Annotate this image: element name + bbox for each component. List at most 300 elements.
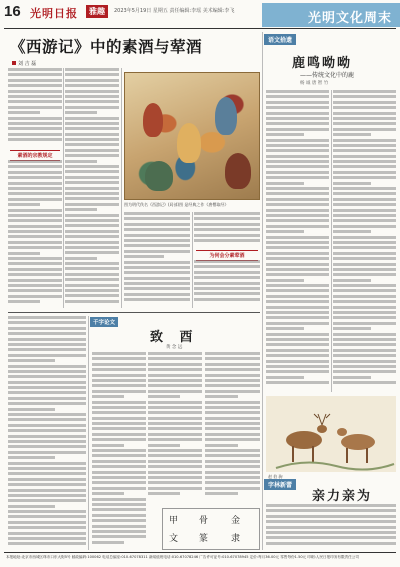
column-divider [262,32,263,550]
text-line [8,435,86,438]
deer-painting [266,396,396,472]
text-line [266,219,329,222]
text-line [124,239,190,242]
text-line [148,481,202,484]
text-line [65,278,119,281]
text-line [92,427,146,430]
text-line [148,390,202,393]
text-line [8,332,86,335]
column-divider [192,212,193,308]
text-line [333,117,396,120]
text-line [205,433,260,436]
right-column-2 [333,90,396,392]
text-line [333,295,396,298]
text-line [333,122,396,125]
text-line [333,187,396,190]
text-line [124,234,190,237]
text-line [65,300,119,303]
text-line [205,476,260,479]
column-divider [88,316,89,550]
text-line [148,492,180,495]
text-line [124,282,190,285]
text-line [124,261,190,264]
text-line [8,348,86,351]
text-line [333,176,396,179]
text-line [148,406,202,409]
text-line [92,460,146,463]
text-line [194,260,260,263]
text-line [8,111,40,114]
text-line [124,266,190,269]
text-line [333,365,396,368]
text-line [266,106,329,109]
text-line [333,182,371,185]
mid-column-2 [148,352,202,502]
text-line [333,133,371,136]
text-line [8,176,62,179]
text-line [205,438,260,441]
text-line [8,133,62,136]
text-line [65,192,119,195]
text-line [92,406,146,409]
text-line [8,370,86,373]
text-line [8,354,86,357]
text-line [205,465,260,468]
text-line [124,287,190,290]
text-line [148,411,202,414]
text-line [333,279,371,282]
text-line [205,401,260,404]
main-column-2 [65,68,119,308]
text-line [205,487,260,490]
text-line [266,236,329,239]
text-line [8,391,86,394]
text-line [8,467,86,470]
section-tag: 雅趣 [86,5,108,18]
calligraphy-char: 金 [231,516,241,526]
text-line [266,289,329,292]
text-line [8,472,86,475]
header-rule [4,28,396,29]
text-line [333,370,396,373]
text-line [65,251,119,254]
text-line [124,271,190,274]
right-article-author: 杨 诚 唐 智 竹 [300,81,329,86]
main-author-name: 刘 吉 磊 [18,61,37,67]
text-line [8,402,86,405]
text-line [65,294,119,297]
text-line [8,321,86,324]
text-line [205,471,260,474]
text-line [65,90,119,93]
text-line [65,241,119,244]
text-line [205,492,238,495]
text-line [148,417,202,420]
text-line [266,192,329,195]
text-line [333,198,396,201]
text-line [266,338,329,341]
text-line [266,241,329,244]
text-line [8,246,62,249]
text-line [333,230,371,233]
text-line [65,181,119,184]
text-line [8,187,62,190]
subhead-2: 为何会分素荤酒 [196,250,258,261]
masthead [0,0,400,28]
text-line [8,445,86,448]
text-line [205,352,260,355]
text-line [194,282,260,285]
text-line [333,316,396,319]
text-line [8,84,62,87]
text-line [205,406,260,409]
text-line [65,138,119,141]
main-article-author [12,60,36,67]
text-line [205,384,260,387]
text-line [333,268,396,271]
text-line [333,219,396,222]
text-line [8,252,40,255]
text-line [8,100,62,103]
text-line [65,197,119,200]
text-line [92,519,146,522]
main-column-1b [8,160,62,308]
text-line [333,101,396,104]
text-line [148,368,202,371]
text-line [333,165,396,168]
text-line [92,535,146,538]
weekly-banner [262,3,400,27]
text-line [8,117,62,120]
text-line [333,241,396,244]
text-line [205,481,260,484]
lower-left-column [8,316,86,550]
text-line [65,224,119,227]
text-line [205,379,260,382]
text-line [8,526,86,529]
text-line [333,284,396,287]
text-line [205,374,260,377]
text-line [205,427,260,430]
text-line [8,90,62,93]
text-line [194,292,260,295]
text-line [65,122,119,125]
column-divider [63,68,64,308]
text-line [8,73,62,76]
text-line [92,481,146,484]
text-line [8,451,86,454]
text-line [8,165,62,168]
text-line [8,235,62,238]
painting-figure [215,97,237,135]
mid-article-title: 致 酉 [150,330,199,345]
footer-info: 本报地址:北京市西城区珠市口东大街5号 邮政编码:100062 电话总编室:010-67078311 新闻值班电话:010-67078246 广告许可证号:010-67078945 定价:每月36.00元 零售每份1.50元 印刷:人民日报印务有限责任公司 [6,555,359,559]
text-line [8,338,86,341]
text-line [205,422,260,425]
text-line [333,311,396,314]
text-line [65,154,119,157]
calligraphy-char: 骨 [199,516,209,526]
text-line [148,438,202,441]
text-line [92,487,146,490]
author-marker-icon [12,61,16,65]
text-line [124,212,190,215]
text-line [266,381,329,384]
text-line [92,492,124,495]
text-line [8,95,62,98]
text-line [148,357,202,360]
text-line [8,122,62,125]
calligraphy-char: 文 [169,534,179,544]
text-line [266,95,329,98]
text-line [266,122,329,125]
text-line [333,214,396,217]
text-line [148,471,202,474]
text-line [333,155,396,158]
calligraphy-char: 隶 [231,534,241,544]
text-line [65,106,119,109]
text-line [266,257,329,260]
text-line [65,100,119,103]
text-line [333,360,396,363]
right-column-1 [266,90,329,392]
text-line [65,289,119,292]
text-line [333,225,396,228]
text-line [194,276,260,279]
text-line [266,128,329,131]
text-line [8,505,55,508]
text-line [266,133,304,136]
text-line [92,498,146,501]
text-line [333,90,396,93]
text-line [333,306,396,309]
mid-column-1 [92,352,146,550]
text-line [8,273,62,276]
text-line [333,95,396,98]
text-line [8,198,62,201]
text-line [266,322,329,325]
text-line [266,295,329,298]
text-line [333,149,396,152]
text-line [194,298,260,301]
text-line [266,252,329,255]
section-divider [8,312,260,313]
text-line [194,217,260,220]
text-line [8,375,86,378]
text-line [333,338,396,341]
painting-caption: 图为明代佚名《西游记》(局部)图 是经典之作《唐僧取经》 [124,202,229,207]
text-line [205,363,260,366]
text-line [194,271,260,274]
text-line [266,144,329,147]
text-line [92,454,146,457]
main-column-1a [8,68,62,146]
deer-caption: 赵 伯 驹 [268,474,283,479]
text-line [65,84,119,87]
text-line [65,257,97,260]
text-line [92,449,146,452]
text-line [148,487,202,490]
text-line [92,525,146,528]
right-article-subtitle: ——传统文化中的鹿 [300,72,355,79]
text-line [124,277,190,280]
text-line [92,465,146,468]
text-line [65,208,97,211]
text-line [124,228,190,231]
text-line [205,357,260,360]
text-line [8,203,40,206]
text-line [8,268,62,271]
text-line [8,499,86,502]
text-line [8,316,86,319]
text-line [333,381,396,384]
text-line [8,262,62,265]
mid-article-author: 黄 念 远 [166,345,183,350]
text-line [194,234,260,237]
text-line [194,223,260,226]
text-line [65,187,119,190]
text-line [65,160,97,163]
text-line [148,352,202,355]
text-line [65,214,119,217]
text-line [194,265,260,268]
text-line [266,160,329,163]
text-line [92,411,146,414]
text-line [148,363,202,366]
text-line [8,279,62,282]
text-line [92,471,146,474]
text-line [333,160,396,163]
text-line [8,408,55,411]
text-line [8,381,86,384]
text-line [333,128,396,131]
text-line [266,171,329,174]
text-line [266,300,329,303]
text-line [333,263,396,266]
text-line [333,171,396,174]
text-line [266,343,329,346]
text-line [92,476,146,479]
text-line [8,225,62,228]
text-line [333,289,396,292]
text-line [148,465,202,468]
text-line [8,413,86,416]
bottom-right-column [266,504,396,550]
text-line [92,541,124,544]
painting-figure [143,103,163,137]
text-line [92,368,146,371]
text-line [148,449,202,452]
text-line [266,349,329,352]
text-line [205,390,260,393]
text-line [8,429,86,432]
text-line [148,379,202,382]
footer-rule [4,552,396,553]
painting-figure [225,153,251,189]
text-line [205,368,260,371]
text-line [8,138,62,141]
text-line [92,363,146,366]
painting-figure [177,123,201,163]
text-line [65,73,119,76]
text-line [8,214,62,217]
text-line [8,79,62,82]
text-line [266,504,396,507]
right-article-title: 鹿鸣呦呦 [292,56,353,71]
text-line [266,327,304,330]
text-line [266,268,329,271]
text-line [92,379,146,382]
text-line [333,333,396,336]
calligraphy-char: 篆 [199,534,209,544]
text-line [8,510,86,513]
painting-figure [145,161,173,191]
text-line [266,536,396,539]
text-line [333,144,396,147]
text-line [92,530,146,533]
text-line [266,263,329,266]
text-line [65,230,119,233]
text-line [8,219,62,222]
text-line [8,537,86,540]
text-line [333,257,396,260]
text-line [65,262,119,265]
bottom-right-title: 亲力亲为 [312,489,373,504]
text-line [8,359,55,362]
text-line [266,531,396,534]
main-article-title: 《西游记》中的素酒与荤酒 [10,37,203,56]
text-line [266,246,329,249]
text-line [8,365,86,368]
text-line [205,417,260,420]
calligraphy-char: 甲 [169,516,179,526]
text-line [333,300,396,303]
text-line [266,214,329,217]
text-line [266,542,396,545]
text-line [266,515,396,518]
text-line [65,149,119,152]
text-line [194,287,260,290]
text-line [266,149,329,152]
text-line [65,117,119,120]
text-line [148,374,202,377]
text-line [266,376,304,379]
weekly-title: 光明文化周末 [307,11,392,26]
text-line [266,365,329,368]
text-line [8,478,86,481]
text-line [92,503,146,506]
text-line [8,300,40,303]
text-line [266,311,329,314]
text-line [266,284,329,287]
text-line [266,90,329,93]
text-line [65,68,119,71]
text-line [148,476,202,479]
text-line [124,250,190,253]
text-line [266,225,329,228]
text-line [8,182,62,185]
text-line [266,155,329,158]
text-line [333,203,396,206]
text-line [65,219,119,222]
text-line [148,444,180,447]
text-line [124,223,190,226]
text-line [8,192,62,195]
text-line [266,203,329,206]
text-line [266,333,329,336]
text-line [8,106,62,109]
text-line [8,343,86,346]
